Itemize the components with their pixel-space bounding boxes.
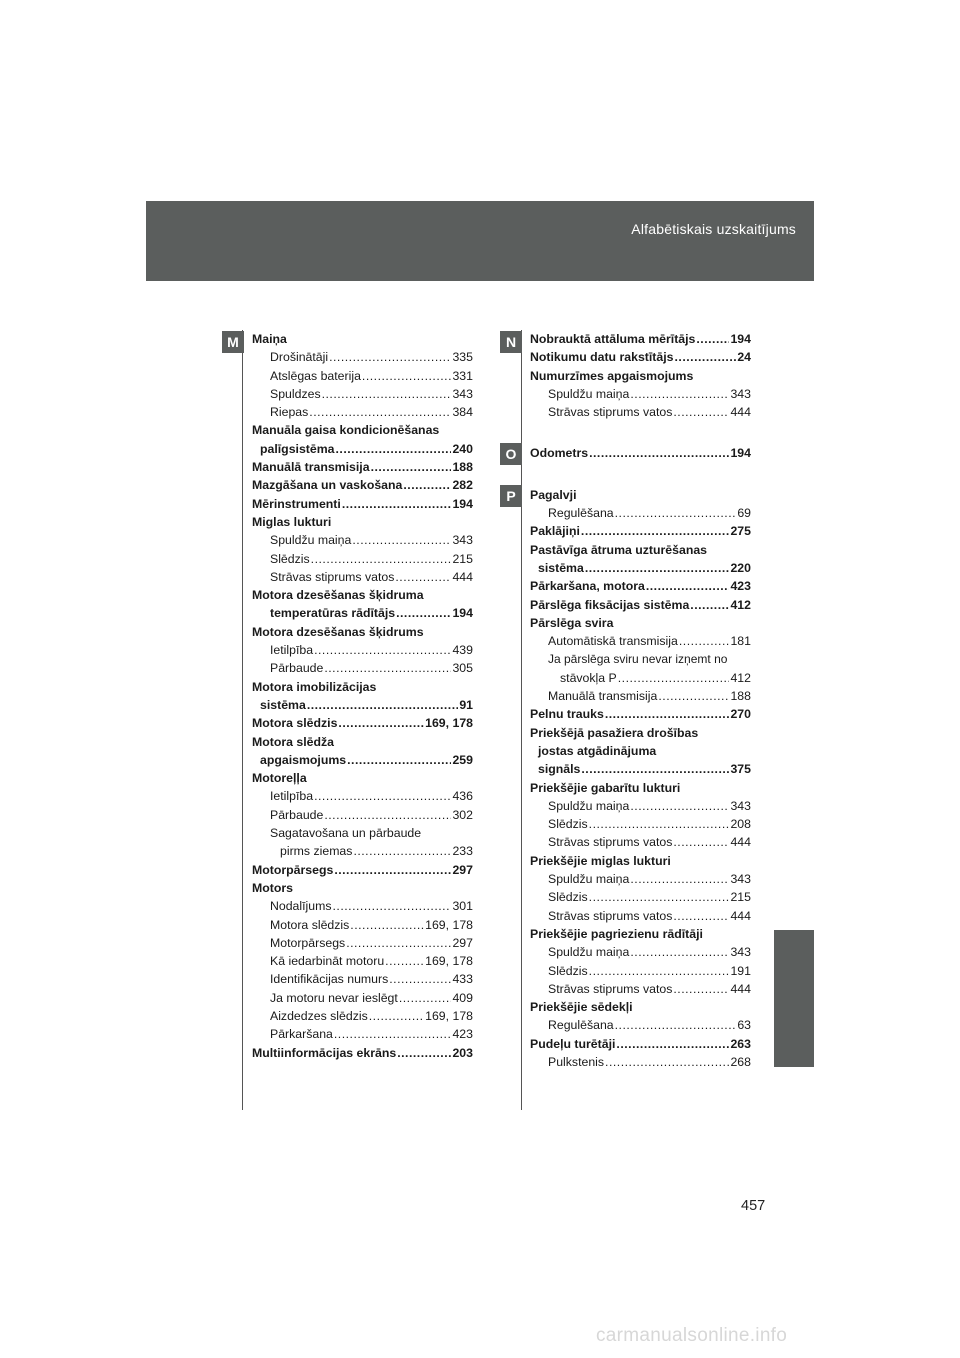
- index-entry: Ietilpība ..... 436: [252, 787, 473, 805]
- index-entry: sistēma ..... 91: [252, 696, 473, 714]
- index-entry: Multiinformācijas ekrāns ..... 203: [252, 1044, 473, 1062]
- index-entry: Spuldžu maiņa ..... 343: [530, 870, 751, 888]
- index-entry: Odometrs ..... 194: [530, 444, 751, 462]
- index-heading: Miglas lukturi: [252, 514, 332, 529]
- index-entry: Pārkaršana, motora ..... 423: [530, 577, 751, 595]
- header-bar: [146, 201, 814, 281]
- index-entry: Pudeļu turētāji ..... 263: [530, 1035, 751, 1053]
- index-entry: stāvokļa P ..... 412: [530, 669, 751, 687]
- index-entry: Spuldžu maiņa ..... 343: [530, 943, 751, 961]
- section-gap: [530, 421, 751, 444]
- index-entry: Atslēgas baterija ..... 331: [252, 367, 473, 385]
- index-entry: Strāvas stiprums vatos ..... 444: [530, 980, 751, 998]
- section-letter-m: M: [222, 331, 244, 353]
- index-entry: Pārbaude ..... 302: [252, 806, 473, 824]
- section-letter-p: P: [500, 485, 522, 507]
- side-thumb-tab: [774, 930, 814, 1067]
- index-entry: Ja motoru nevar ieslēgt ..... 409: [252, 989, 473, 1007]
- index-entry: Riepas ..... 384: [252, 403, 473, 421]
- index-heading: Motora dzesēšanas šķidruma: [252, 588, 424, 603]
- index-entry: temperatūras rādītājs ..... 194: [252, 604, 473, 622]
- index-entry: Pulkstenis ..... 268: [530, 1053, 751, 1071]
- index-heading: Priekšējie miglas lukturi: [530, 853, 671, 868]
- index-entry: Manuālā transmisija ..... 188: [252, 458, 473, 476]
- index-entry: apgaismojums ..... 259: [252, 751, 473, 769]
- index-entry: Motora slēdzis ..... 169, 178: [252, 916, 473, 934]
- index-entry: Automātiskā transmisija ..... 181: [530, 632, 751, 650]
- index-entry: pirms ziemas ..... 233: [252, 842, 473, 860]
- index-entry: Strāvas stiprums vatos ..... 444: [530, 907, 751, 925]
- index-entry: Pārslēga fiksācijas sistēma ..... 412: [530, 596, 751, 614]
- section-gap: [530, 463, 751, 486]
- index-entry: Manuālā transmisija ..... 188: [530, 687, 751, 705]
- index-entry: Mazgāšana un vaskošana ..... 282: [252, 476, 473, 494]
- index-entry: Spuldžu maiņa ..... 343: [530, 385, 751, 403]
- index-entry: Spuldzes ..... 343: [252, 385, 473, 403]
- index-column-left: [252, 330, 473, 1062]
- section-letter-n: N: [500, 331, 522, 353]
- index-heading: Priekšējie gabarītu lukturi: [530, 780, 681, 795]
- header-title: Alfabētiskais uzskaitījums: [631, 221, 796, 237]
- index-heading: Pārslēga svira: [530, 615, 614, 630]
- index-heading: jostas atgādinājuma: [538, 743, 657, 758]
- index-entry: Motora slēdzis ..... 169, 178: [252, 714, 473, 732]
- index-entry: Ietilpība ..... 439: [252, 641, 473, 659]
- watermark-text: carmanualsonline.info: [596, 1325, 788, 1346]
- index-heading: Pastāvīga ātruma uzturēšanas: [530, 542, 708, 557]
- index-heading: Priekšējie sēdekļi: [530, 1000, 633, 1015]
- index-heading: Motoreļļa: [252, 771, 307, 786]
- index-entry: Nobrauktā attāluma mērītājs ..... 194: [530, 330, 751, 348]
- index-heading: Numurzīmes apgaismojums: [530, 368, 694, 383]
- index-entry: Drošinātāji ..... 335: [252, 348, 473, 366]
- page-number: 457: [741, 1198, 766, 1214]
- index-entry: Identifikācijas numurs ..... 433: [252, 970, 473, 988]
- index-entry: Motorpārsegs ..... 297: [252, 934, 473, 952]
- index-heading: Manuāla gaisa kondicionēšanas: [252, 423, 440, 438]
- index-entry: palīgsistēma ..... 240: [252, 440, 473, 458]
- index-entry: Slēdzis ..... 191: [530, 962, 751, 980]
- index-entry: Regulēšana ..... 69: [530, 504, 751, 522]
- index-entry: Kā iedarbināt motoru ..... 169, 178: [252, 952, 473, 970]
- section-letter-o: O: [500, 443, 522, 465]
- index-entry: Strāvas stiprums vatos ..... 444: [530, 833, 751, 851]
- index-entry: Nodalījums ..... 301: [252, 897, 473, 915]
- index-entry: Paklājiņi ..... 275: [530, 522, 751, 540]
- index-heading: Priekšējie pagriezienu rādītāji: [530, 926, 703, 941]
- index-heading: Motora dzesēšanas šķidrums: [252, 624, 424, 639]
- index-entry: Notikumu datu rakstītājs ..... 24: [530, 348, 751, 366]
- index-entry: Slēdzis ..... 215: [530, 888, 751, 906]
- index-heading: Maiņa: [252, 332, 287, 346]
- index-entry: signāls ..... 375: [530, 760, 751, 778]
- index-entry: Regulēšana ..... 63: [530, 1016, 751, 1034]
- index-entry: Slēdzis ..... 215: [252, 550, 473, 568]
- index-entry: Strāvas stiprums vatos ..... 444: [530, 403, 751, 421]
- index-entry: Sagatavošana un pārbaude: [270, 826, 422, 841]
- index-heading: Pagalvji: [530, 487, 577, 502]
- index-entry: Mērinstrumenti ..... 194: [252, 495, 473, 513]
- index-entry: sistēma ..... 220: [530, 559, 751, 577]
- column-divider-left: [242, 330, 243, 1110]
- index-heading: Motora slēdža: [252, 734, 334, 749]
- index-entry: Aizdedzes slēdzis ..... 169, 178: [252, 1007, 473, 1025]
- index-column-right: [530, 330, 751, 1071]
- index-heading: Priekšējā pasažiera drošības: [530, 725, 699, 740]
- index-entry: Pārkaršana ..... 423: [252, 1025, 473, 1043]
- index-entry: Ja pārslēga sviru nevar izņemt no: [548, 652, 728, 667]
- index-entry: Motorpārsegs ..... 297: [252, 861, 473, 879]
- index-entry: Pelnu trauks ..... 270: [530, 705, 751, 723]
- index-entry: Pārbaude ..... 305: [252, 659, 473, 677]
- index-entry: Spuldžu maiņa ..... 343: [530, 797, 751, 815]
- index-entry: Slēdzis ..... 208: [530, 815, 751, 833]
- index-entry: Strāvas stiprums vatos ..... 444: [252, 568, 473, 586]
- index-heading: Motors: [252, 880, 293, 895]
- index-entry: Spuldžu maiņa ..... 343: [252, 531, 473, 549]
- index-heading: Motora imobilizācijas: [252, 679, 377, 694]
